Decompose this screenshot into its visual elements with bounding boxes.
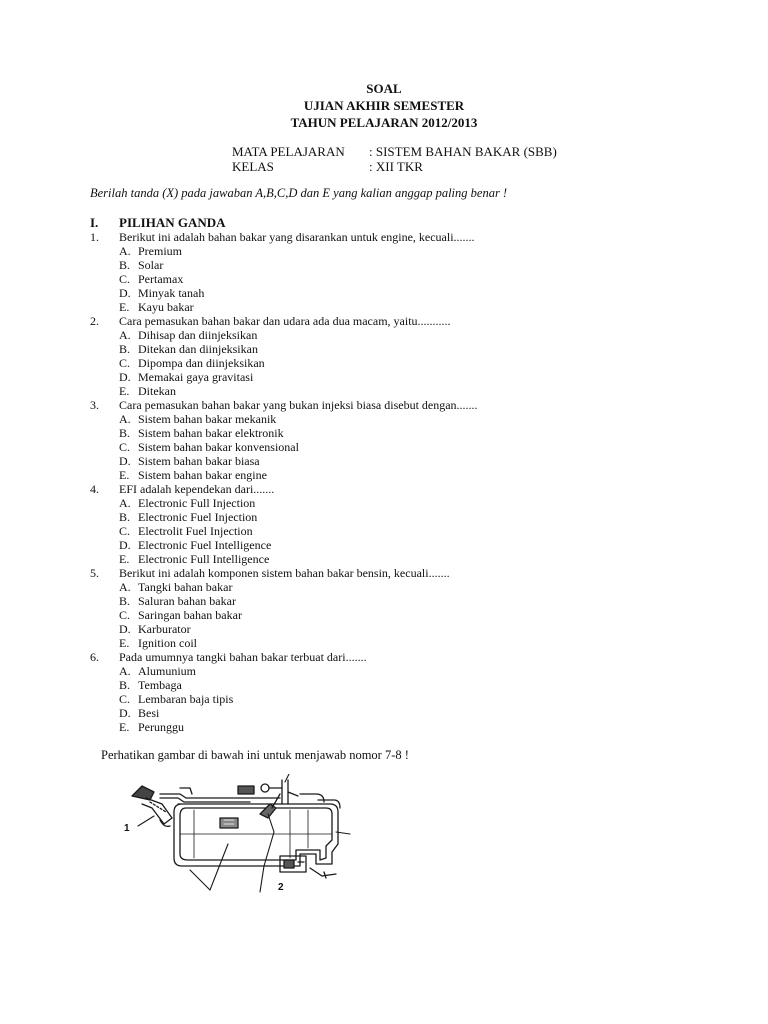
option-letter: B.	[119, 678, 131, 692]
question-number: 3.	[90, 398, 99, 412]
exam-heading-soal: SOAL	[366, 81, 402, 96]
option-text: Lembaran baja tipis	[138, 692, 234, 706]
option-letter: E.	[119, 300, 130, 314]
tank-body	[174, 804, 338, 866]
question-text: Berikut ini adalah komponen sistem bahan bakar bensin, kecuali.......	[119, 566, 450, 580]
figure-reference-text: Perhatikan gambar di bawah ini untuk menjawab nomor 7-8 !	[101, 748, 409, 762]
option-text: Sistem bahan bakar engine	[138, 468, 267, 482]
option-letter: C.	[119, 608, 131, 622]
option-text: Besi	[138, 706, 160, 720]
option-text: Saringan bahan bakar	[138, 608, 242, 622]
question-text: EFI adalah kependekan dari.......	[119, 482, 275, 496]
option-letter: B.	[119, 594, 131, 608]
section-number: I.	[90, 215, 99, 230]
figure-label-1: 1	[124, 823, 130, 834]
option-text: Pertamax	[138, 272, 184, 286]
option-letter: E.	[119, 720, 130, 734]
option-text: Electronic Fuel Intelligence	[138, 538, 272, 552]
meta-label: KELAS	[232, 159, 274, 174]
option-letter: A.	[119, 412, 131, 426]
question-number: 4.	[90, 482, 99, 496]
option-letter: A.	[119, 664, 131, 678]
option-text: Ditekan dan diinjeksikan	[138, 342, 258, 356]
option-letter: C.	[119, 272, 131, 286]
option-text: Tembaga	[138, 678, 182, 692]
option-letter: D.	[119, 622, 131, 636]
question-number: 5.	[90, 566, 99, 580]
option-letter: D.	[119, 370, 131, 384]
option-letter: D.	[119, 706, 131, 720]
section-title: PILIHAN GANDA	[119, 215, 226, 230]
option-text: Dihisap dan diinjeksikan	[138, 328, 258, 342]
option-letter: D.	[119, 286, 131, 300]
question-text: Cara pemasukan bahan bakar dan udara ada dua macam, yaitu...........	[119, 314, 451, 328]
option-letter: C.	[119, 692, 131, 706]
option-text: Ditekan	[138, 384, 176, 398]
option-text: Sistem bahan bakar konvensional	[138, 440, 299, 454]
fuel-pump-box	[280, 856, 306, 872]
option-text: Sistem bahan bakar elektronik	[138, 426, 284, 440]
option-text: Kayu bakar	[138, 300, 194, 314]
option-letter: A.	[119, 496, 131, 510]
option-text: Premium	[138, 244, 182, 258]
option-text: Electronic Full Injection	[138, 496, 256, 510]
filler-neck	[132, 786, 172, 826]
option-text: Memakai gaya gravitasi	[138, 370, 254, 384]
option-text: Karburator	[138, 622, 191, 636]
option-letter: E.	[119, 384, 130, 398]
option-letter: D.	[119, 454, 131, 468]
outlet-line	[310, 868, 336, 878]
question-text: Pada umumnya tangki bahan bakar terbuat dari.......	[119, 650, 367, 664]
option-letter: E.	[119, 468, 130, 482]
option-letter: C.	[119, 356, 131, 370]
option-letter: B.	[119, 426, 131, 440]
option-text: Electronic Fuel Injection	[138, 510, 258, 524]
meta-label: MATA PELAJARAN	[232, 144, 345, 159]
option-letter: E.	[119, 636, 130, 650]
option-text: Dipompa dan diinjeksikan	[138, 356, 265, 370]
option-text: Perunggu	[138, 720, 184, 734]
question-number: 2.	[90, 314, 99, 328]
fuel-tank-diagram	[120, 774, 360, 904]
option-text: Minyak tanah	[138, 286, 205, 300]
figure-label-2: 2	[278, 882, 284, 893]
option-text: Electrolit Fuel Injection	[138, 524, 253, 538]
question-number: 1.	[90, 230, 99, 244]
option-letter: D.	[119, 538, 131, 552]
option-letter: C.	[119, 440, 131, 454]
option-text: Tangki bahan bakar	[138, 580, 233, 594]
option-text: Solar	[138, 258, 164, 272]
question-text: Berikut ini adalah bahan bakar yang disarankan untuk engine, kecuali.......	[119, 230, 475, 244]
option-letter: C.	[119, 524, 131, 538]
option-letter: B.	[119, 510, 131, 524]
option-letter: A.	[119, 244, 131, 258]
option-letter: A.	[119, 580, 131, 594]
option-text: Electronic Full Intelligence	[138, 552, 270, 566]
option-text: Ignition coil	[138, 636, 197, 650]
instruction-text: Berilah tanda (X) pada jawaban A,B,C,D dan E yang kalian anggap paling benar !	[90, 186, 508, 200]
meta-value: : SISTEM BAHAN BAKAR (SBB)	[369, 144, 557, 159]
question-text: Cara pemasukan bahan bakar yang bukan injeksi biasa disebut dengan.......	[119, 398, 478, 412]
question-number: 6.	[90, 650, 99, 664]
exam-heading-year: TAHUN PELAJARAN 2012/2013	[290, 115, 478, 130]
option-letter: A.	[119, 328, 131, 342]
option-text: Saluran bahan bakar	[138, 594, 236, 608]
option-letter: B.	[119, 258, 131, 272]
option-text: Sistem bahan bakar biasa	[138, 454, 260, 468]
meta-value: : XII TKR	[369, 159, 423, 174]
option-text: Sistem bahan bakar mekanik	[138, 412, 277, 426]
option-letter: E.	[119, 552, 130, 566]
exam-heading-semester: UJIAN AKHIR SEMESTER	[303, 98, 465, 113]
option-letter: B.	[119, 342, 131, 356]
option-text: Alumunium	[138, 664, 197, 678]
